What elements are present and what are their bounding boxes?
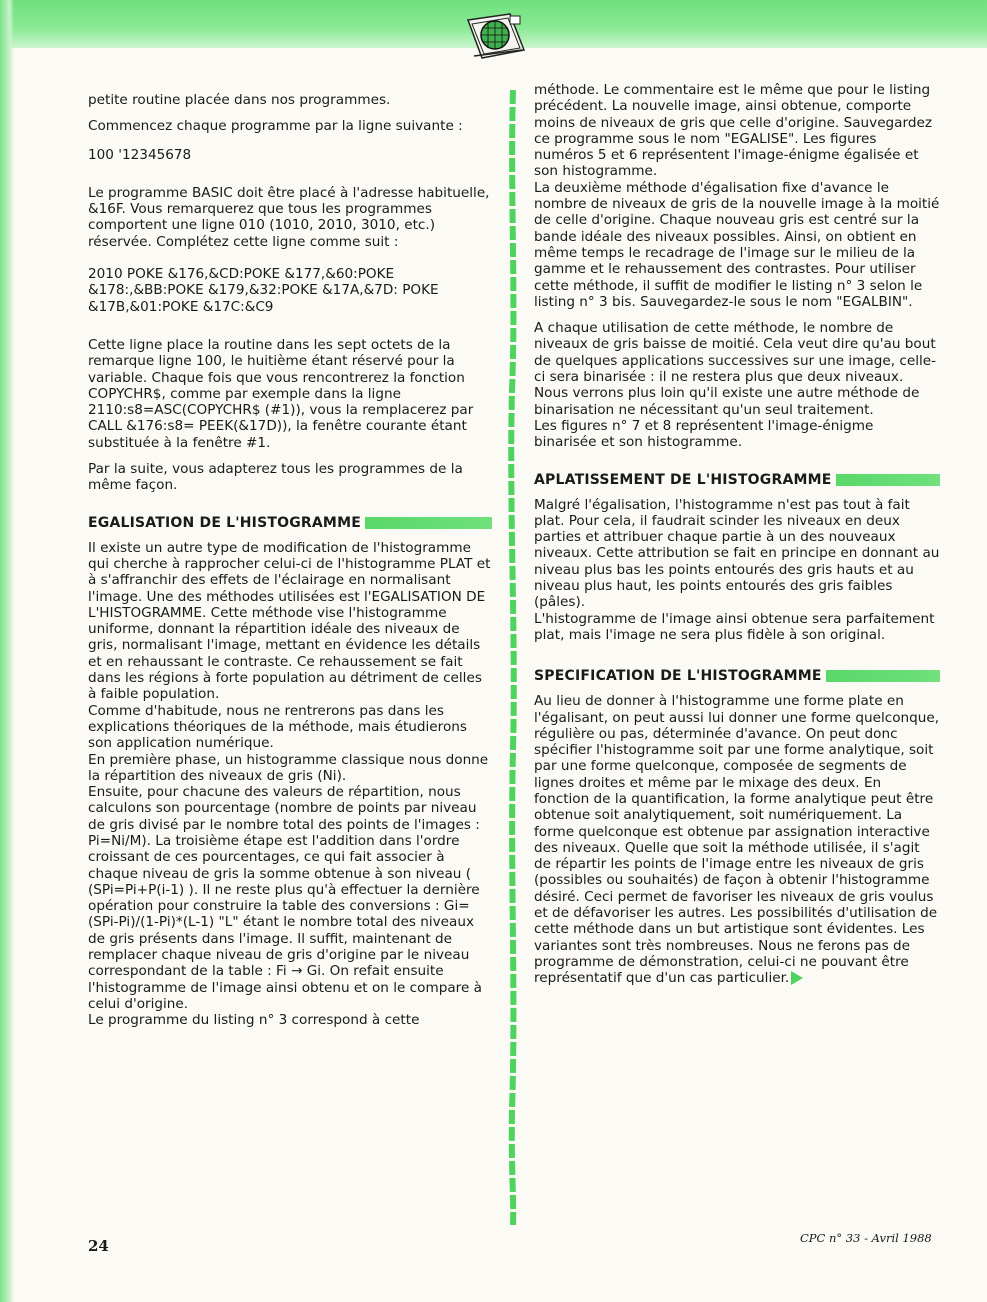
paragraph: Malgré l'égalisation, l'histogramme n'est pas tout à fait plat. Pour cela, il faudrait scinder les niveaux en deux parties et attribuer chaque partie à un des nouveaux niveaux. Cette attribution se fait en principe en donnant au niveau plus bas les points entourés des gris hauts et au niveau plus haut, les points entourés des gris faibles (pâles). bbox=[534, 496, 940, 611]
paragraph: Les figures n° 7 et 8 représentent l'image-énigme binarisée et son histogramme. bbox=[534, 417, 874, 451]
left-green-edge bbox=[0, 0, 14, 1302]
paragraph: L'histogramme de l'image ainsi obtenue sera parfaitement plat, mais l'image ne sera plus fidèle à son original. bbox=[534, 610, 935, 643]
paragraph: Le programme du listing n° 3 correspond à cette bbox=[88, 1012, 420, 1029]
footer-issue: CPC n° 33 - Avril 1988 bbox=[800, 1231, 932, 1245]
section-heading: SPECIFICATION DE L'HISTOGRAMME bbox=[534, 667, 940, 685]
cpc-logo-icon bbox=[464, 10, 528, 62]
end-mark-icon bbox=[791, 971, 803, 985]
column-divider bbox=[506, 90, 520, 1225]
paragraph: Comme d'habitude, nous ne rentrerons pas dans les explications théoriques de la méthode, mais étudierons son application numérique. bbox=[88, 702, 467, 752]
heading-green-bar bbox=[826, 670, 940, 682]
paragraph: Il existe un autre type de modification de l'histogramme qui cherche à rapprocher celui-ci de l'histogramme PLAT et à s'affranchir des effets de l'éclairage en normalisant l'image. Une des méthodes utilisées est l'EGALISATION DE L'HISTOGRAMME. Cette méthode vise l'histogramme uniforme, donnant la répartition idéale des niveaux de gris, normalisant l'image, mettant en évidence les détails et en rehaussant le contraste. Ce rehaussement se fait dans les régions à forte population au détriment de celles à faible population. bbox=[88, 539, 491, 703]
section-heading: APLATISSEMENT DE L'HISTOGRAMME bbox=[534, 471, 940, 489]
paragraph: Ensuite, pour chacune des valeurs de répartition, nous calculons son pourcentage (nombre de points par niveau de gris divisé par le nombre total des points de l'images : Pi=Ni/M). La troisième étape est l'addition dans l'ordre croissant de ces pourcentages, ce qui fait associer à chaque niveau de gris la somme obtenue à son niveau ( (SPi=Pi+P(i-1) ). Il ne reste plus qu'à effectuer la dernière opération pour construire la table des conversions : Gi=(SPi-Pi)/(1-Pi)*(L-1) "L" étant le nombre total des niveaux de gris présents dans l'image. Il suffit, maintenant de remplacer chaque niveau de gris d'origine par le niveau correspondant de la table : Fi → Gi. On refait ensuite l'histogramme de l'image ainsi obtenu et on le compare à celui d'origine. bbox=[88, 784, 482, 1012]
paragraph: petite routine placée dans nos programmes. bbox=[88, 92, 391, 108]
section-heading: EGALISATION DE L'HISTOGRAMME bbox=[88, 514, 492, 532]
code-block: 2010 POKE &176,&CD:POKE &177,&60:POKE &178:,&BB:POKE &179,&32:POKE &17A,&7D: POKE &17B,&01:POKE &17C:&C9 bbox=[88, 266, 439, 315]
paragraph: En première phase, un histogramme classique nous donne la répartition des niveaux de gris (Ni). bbox=[88, 751, 489, 784]
paragraph: méthode. Le commentaire est le même que pour le listing précédent. La nouvelle image, ainsi obtenue, comporte moins de niveaux de gris que celle d'origine. Sauvegardez ce programme sous le nom "EGALISE". Les figures numéros 5 et 6 représentent l'image-énigme égalisée et son histogramme. bbox=[534, 82, 932, 180]
heading-green-bar bbox=[836, 474, 940, 486]
paragraph: Commencez chaque programme par la ligne suivante : bbox=[88, 118, 463, 135]
paragraph: Cette ligne place la routine dans les sept octets de la remarque ligne 100, le huitième étant réservé pour la variable. Chaque fois que vous rencontrerez la fonction COPYCHR$, comme par exemple dans la ligne 2110:s8=ASC(COPYCHR$ (#1)), vous la remplacerez par CALL &176:s8= PEEK(&17D)), la fenêtre courante étant substituée à la fenêtre #1. bbox=[88, 336, 474, 451]
page-number: 24 bbox=[88, 1237, 109, 1255]
paragraph: La deuxième méthode d'égalisation fixe d'avance le nombre de niveaux de gris de la nouvelle image à la moitié de celle d'origine. Chaque nouveau gris est centré sur la bande idéale des niveaux possibles. Ainsi, on obtient en même temps le recadrage de l'image sur le milieu de la gamme et le rehaussement des contrastes. Pour utiliser cette méthode, il suffit de modifier le listing n° 3 selon le listing n° 3 bis. Sauvegardez-le sous le nom "EGALBIN". bbox=[534, 179, 940, 310]
paragraph: Au lieu de donner à l'histogramme une forme plate en l'égalisant, on peut aussi lui donner une forme quelconque, régulière ou pas, déterminée d'avance. On peut donc spécifier l'histogramme soit par une forme analytique, soit par une forme quelconque, composée de segments de lignes droites et même par le mixage des deux. En fonction de la quantification, la forme analytique peut être obtenue soit analytiquement, soit numériquement. La forme quelconque est obtenue par assignation interactive des niveaux. Quelle que soit la méthode utilisée, il s'agit de répartir les points de l'image entre les niveaux de gris (possibles ou souhaités) de façon à obtenir l'histogramme désiré. Ceci permet de favoriser les niveaux de gris voulus et de défavoriser les autres. Les possibilités d'utilisation de cette méthode dans un but artistique sont évidentes. Les variantes sont très nombreuses. Nous ne ferons pas de programme de démonstration, celui-ci ne pouvant être représentatif que d'un cas particulier. bbox=[534, 693, 940, 987]
right-column bbox=[534, 82, 940, 987]
paragraph: Par la suite, vous adapterez tous les programmes de la même façon. bbox=[88, 461, 463, 494]
heading-green-bar bbox=[365, 517, 492, 529]
paragraph: A chaque utilisation de cette méthode, le nombre de niveaux de gris baisse de moitié. Cela veut dire qu'au bout de quelques applications successives sur une image, celle-ci sera binarisée : il ne restera plus que deux niveaux. Nous verrons plus loin qu'il existe une autre méthode de binarisation ne nécessitant qu'un seul traitement. bbox=[534, 320, 937, 418]
code-line: 100 '12345678 bbox=[88, 146, 192, 163]
paragraph: Le programme BASIC doit être placé à l'adresse habituelle, &16F. Vous remarquerez que tous les programmes comportent une ligne 010 (1010, 2010, 3010, etc.) réservée. Complétez cette ligne comme suit : bbox=[88, 184, 490, 250]
left-column bbox=[88, 92, 492, 1029]
